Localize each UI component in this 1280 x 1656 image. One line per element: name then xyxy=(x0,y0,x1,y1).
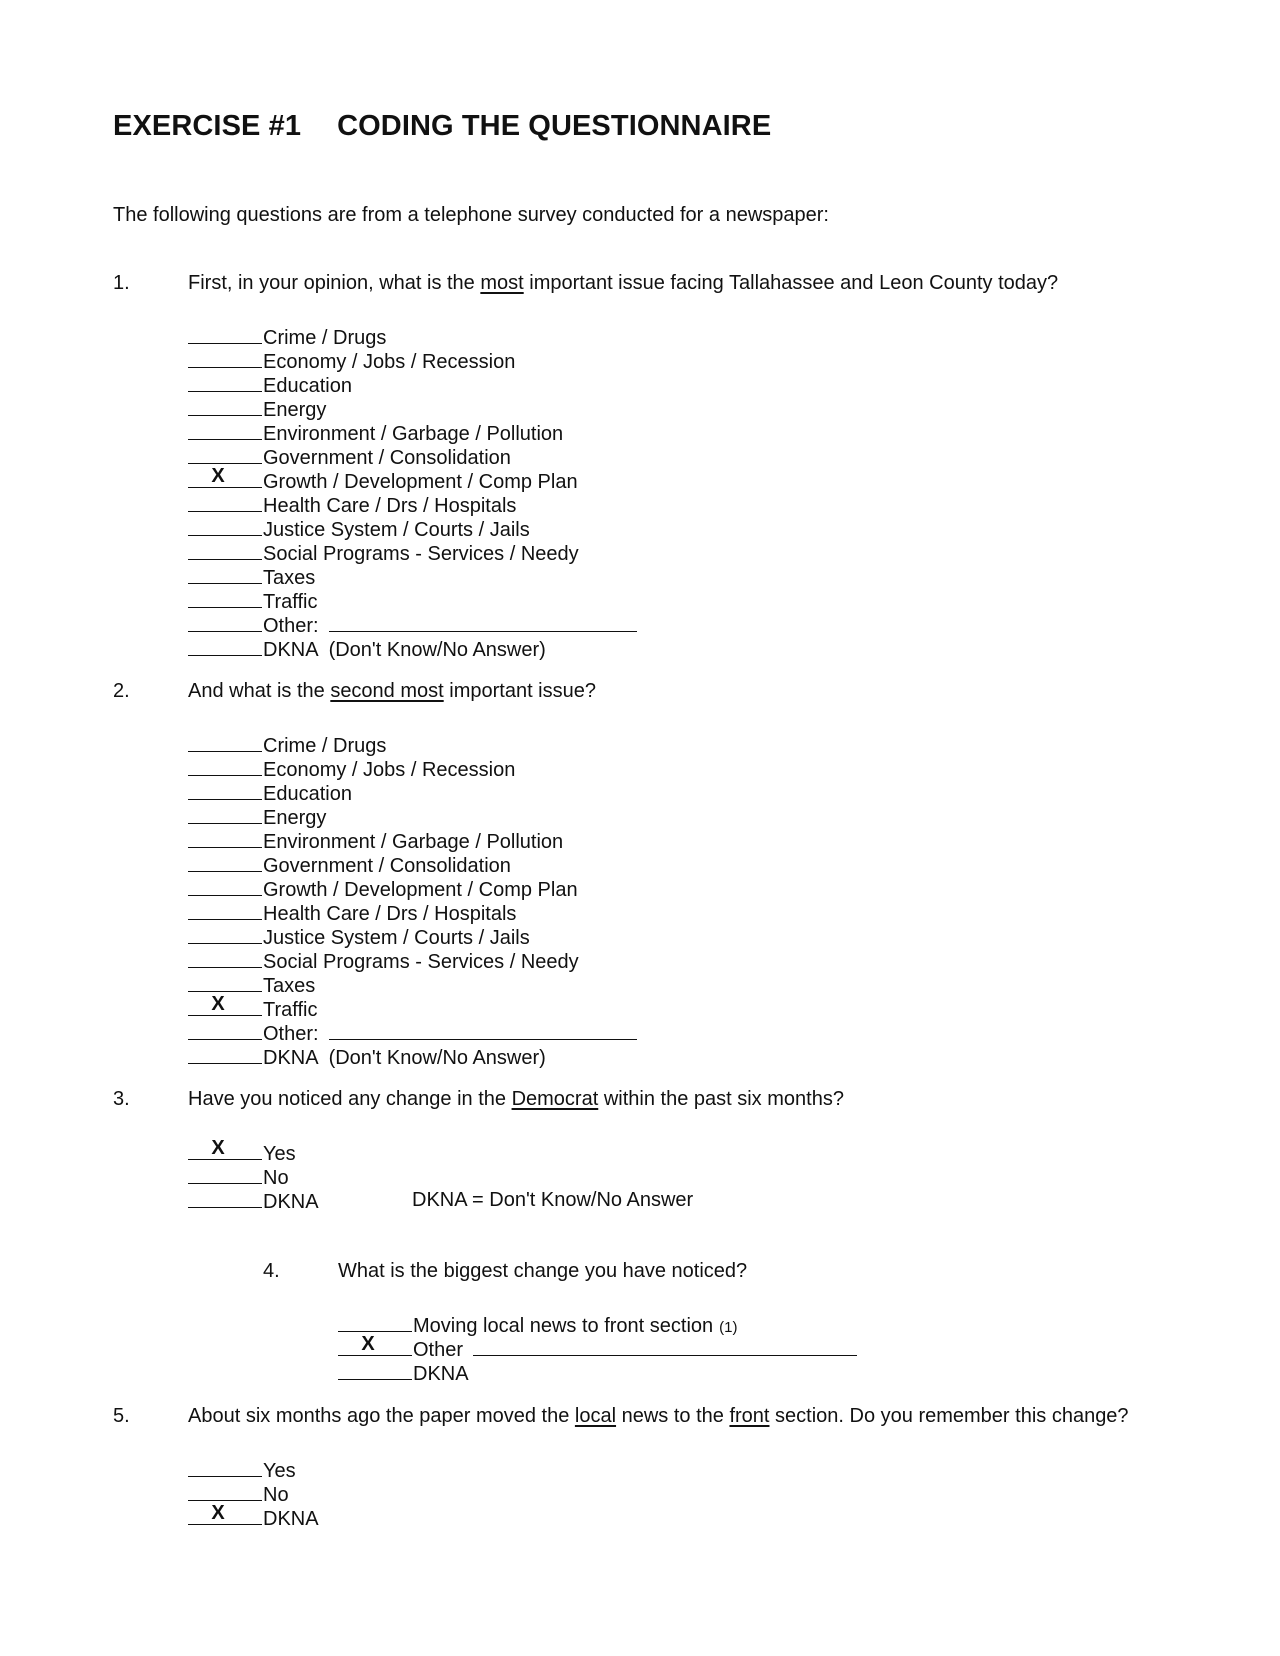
answer-label: Energy xyxy=(263,399,327,421)
answer-option xyxy=(188,539,637,563)
answer-label: Economy / Jobs / Recession xyxy=(263,759,516,781)
answer-blank[interactable] xyxy=(188,1139,262,1160)
answer-option xyxy=(188,1187,319,1211)
answer-blank[interactable] xyxy=(188,875,262,896)
answer-blank[interactable] xyxy=(188,923,262,944)
answer-blank[interactable] xyxy=(188,995,262,1016)
answer-blank[interactable] xyxy=(188,419,262,440)
page-title xyxy=(113,110,771,143)
answer-blank[interactable] xyxy=(188,1480,262,1501)
question-2-options xyxy=(188,731,637,1067)
answer-option xyxy=(188,803,637,827)
answer-label: Health Care / Drs / Hospitals xyxy=(263,903,517,925)
question-5-options xyxy=(188,1456,319,1528)
answer-mark: X xyxy=(361,1333,375,1355)
answer-label: Social Programs - Services / Needy xyxy=(263,543,579,565)
answer-label: Growth / Development / Comp Plan xyxy=(263,879,578,901)
answer-blank[interactable] xyxy=(188,1163,262,1184)
answer-option xyxy=(188,395,637,419)
answer-label: Other xyxy=(413,1339,464,1361)
answer-option xyxy=(188,1456,319,1480)
question-text: And what is the second most important issue? xyxy=(188,680,596,702)
answer-option xyxy=(188,635,637,659)
answer-option xyxy=(188,611,637,635)
answer-option xyxy=(188,875,637,899)
answer-label: Government / Consolidation xyxy=(263,855,511,877)
answer-blank[interactable] xyxy=(338,1359,412,1380)
answer-blank[interactable] xyxy=(188,371,262,392)
answer-option xyxy=(188,1043,637,1067)
answer-option xyxy=(188,515,637,539)
answer-blank[interactable] xyxy=(188,563,262,584)
answer-label: DKNA xyxy=(263,1508,319,1530)
answer-blank[interactable] xyxy=(188,851,262,872)
answer-label: Economy / Jobs / Recession xyxy=(263,351,516,373)
answer-label: Justice System / Courts / Jails xyxy=(263,927,530,949)
answer-label: Justice System / Courts / Jails xyxy=(263,519,530,541)
answer-label: Growth / Development / Comp Plan xyxy=(263,471,578,493)
question-4-options xyxy=(338,1311,857,1383)
answer-option xyxy=(188,323,637,347)
answer-blank[interactable] xyxy=(188,1456,262,1477)
answer-option xyxy=(188,755,637,779)
answer-blank[interactable] xyxy=(188,1019,262,1040)
answer-blank[interactable] xyxy=(188,611,262,632)
answer-label: No xyxy=(263,1167,289,1189)
question-number: 5. xyxy=(113,1405,130,1427)
answer-label: Education xyxy=(263,783,352,805)
exercise-number: EXERCISE #1 xyxy=(113,110,302,142)
answer-blank[interactable] xyxy=(188,347,262,368)
answer-label: Government / Consolidation xyxy=(263,447,511,469)
question-text: About six months ago the paper moved the local news to the front section. Do you remember this change? xyxy=(188,1405,1129,1427)
answer-label: Taxes xyxy=(263,975,316,997)
answer-label: Yes xyxy=(263,1143,296,1165)
answer-label: DKNA (Don't Know/No Answer) xyxy=(263,639,546,661)
answer-blank[interactable] xyxy=(338,1311,412,1332)
answer-blank[interactable] xyxy=(188,1504,262,1525)
answer-blank[interactable] xyxy=(188,827,262,848)
answer-option xyxy=(188,779,637,803)
intro-text: The following questions are from a telephone survey conducted for a newspaper: xyxy=(113,204,829,226)
answer-blank[interactable] xyxy=(188,1043,262,1064)
answer-blank[interactable] xyxy=(188,947,262,968)
answer-label: Education xyxy=(263,375,352,397)
answer-label: Traffic xyxy=(263,591,318,613)
answer-label: Yes xyxy=(263,1460,296,1482)
answer-option xyxy=(338,1335,857,1359)
answer-blank[interactable] xyxy=(188,467,262,488)
answer-option xyxy=(188,1163,319,1187)
answer-label: DKNA xyxy=(413,1363,469,1385)
exercise-heading: CODING THE QUESTIONNAIRE xyxy=(337,110,772,142)
answer-blank[interactable] xyxy=(188,539,262,560)
answer-label: Energy xyxy=(263,807,327,829)
answer-option xyxy=(188,467,637,491)
answer-blank[interactable] xyxy=(188,443,262,464)
answer-option xyxy=(188,563,637,587)
answer-option xyxy=(188,995,637,1019)
answer-blank[interactable] xyxy=(188,395,262,416)
answer-blank[interactable] xyxy=(188,971,262,992)
answer-label: Moving local news to front section xyxy=(413,1315,714,1337)
other-specify-line[interactable] xyxy=(473,1335,857,1356)
answer-blank[interactable] xyxy=(188,779,262,800)
question-text: First, in your opinion, what is the most important issue facing Tallahassee and Leon County today? xyxy=(188,272,1059,294)
answer-label: Crime / Drugs xyxy=(263,735,387,757)
answer-option xyxy=(338,1311,857,1335)
question-text: Have you noticed any change in the Democrat within the past six months? xyxy=(188,1088,844,1110)
question-text: What is the biggest change you have noticed? xyxy=(338,1260,748,1282)
answer-mark: X xyxy=(211,993,225,1015)
dkna-note: DKNA = Don't Know/No Answer xyxy=(412,1189,694,1211)
answer-blank[interactable] xyxy=(188,587,262,608)
answer-mark: X xyxy=(211,1502,225,1524)
question-number: 2. xyxy=(113,680,130,702)
answer-mark: X xyxy=(211,1137,225,1159)
answer-option xyxy=(188,443,637,467)
answer-label: Social Programs - Services / Needy xyxy=(263,951,579,973)
question-3-options xyxy=(188,1139,319,1211)
answer-option xyxy=(188,1504,319,1528)
answer-blank[interactable] xyxy=(188,491,262,512)
answer-blank[interactable] xyxy=(188,515,262,536)
answer-code: (1) xyxy=(719,1319,738,1336)
answer-blank[interactable] xyxy=(338,1335,412,1356)
answer-label: Crime / Drugs xyxy=(263,327,387,349)
answer-option xyxy=(188,947,637,971)
answer-label: Other: xyxy=(263,615,319,637)
answer-mark: X xyxy=(211,465,225,487)
answer-option xyxy=(188,923,637,947)
answer-label: Other: xyxy=(263,1023,319,1045)
answer-label: Environment / Garbage / Pollution xyxy=(263,831,564,853)
answer-blank[interactable] xyxy=(188,1187,262,1208)
answer-option xyxy=(188,419,637,443)
answer-label: Taxes xyxy=(263,567,316,589)
answer-blank[interactable] xyxy=(188,803,262,824)
answer-label: DKNA (Don't Know/No Answer) xyxy=(263,1047,546,1069)
answer-label: DKNA xyxy=(263,1191,319,1213)
answer-blank[interactable] xyxy=(188,755,262,776)
answer-option xyxy=(188,899,637,923)
other-specify-line[interactable] xyxy=(329,611,637,632)
answer-blank[interactable] xyxy=(188,899,262,920)
answer-label: No xyxy=(263,1484,289,1506)
question-number: 3. xyxy=(113,1088,130,1110)
answer-option xyxy=(188,371,637,395)
question-1-options xyxy=(188,323,637,659)
answer-option xyxy=(188,347,637,371)
answer-label: Environment / Garbage / Pollution xyxy=(263,423,564,445)
answer-label: Health Care / Drs / Hospitals xyxy=(263,495,517,517)
answer-option xyxy=(338,1359,857,1383)
other-specify-line[interactable] xyxy=(329,1019,637,1040)
answer-blank[interactable] xyxy=(188,635,262,656)
answer-option xyxy=(188,1139,319,1163)
answer-label: Traffic xyxy=(263,999,318,1021)
answer-option xyxy=(188,827,637,851)
answer-option xyxy=(188,971,637,995)
answer-option xyxy=(188,851,637,875)
answer-option xyxy=(188,731,637,755)
answer-option xyxy=(188,1019,637,1043)
answer-option xyxy=(188,587,637,611)
question-number: 1. xyxy=(113,272,130,294)
question-number: 4. xyxy=(263,1260,280,1282)
answer-blank[interactable] xyxy=(188,731,262,752)
answer-option xyxy=(188,491,637,515)
answer-blank[interactable] xyxy=(188,323,262,344)
